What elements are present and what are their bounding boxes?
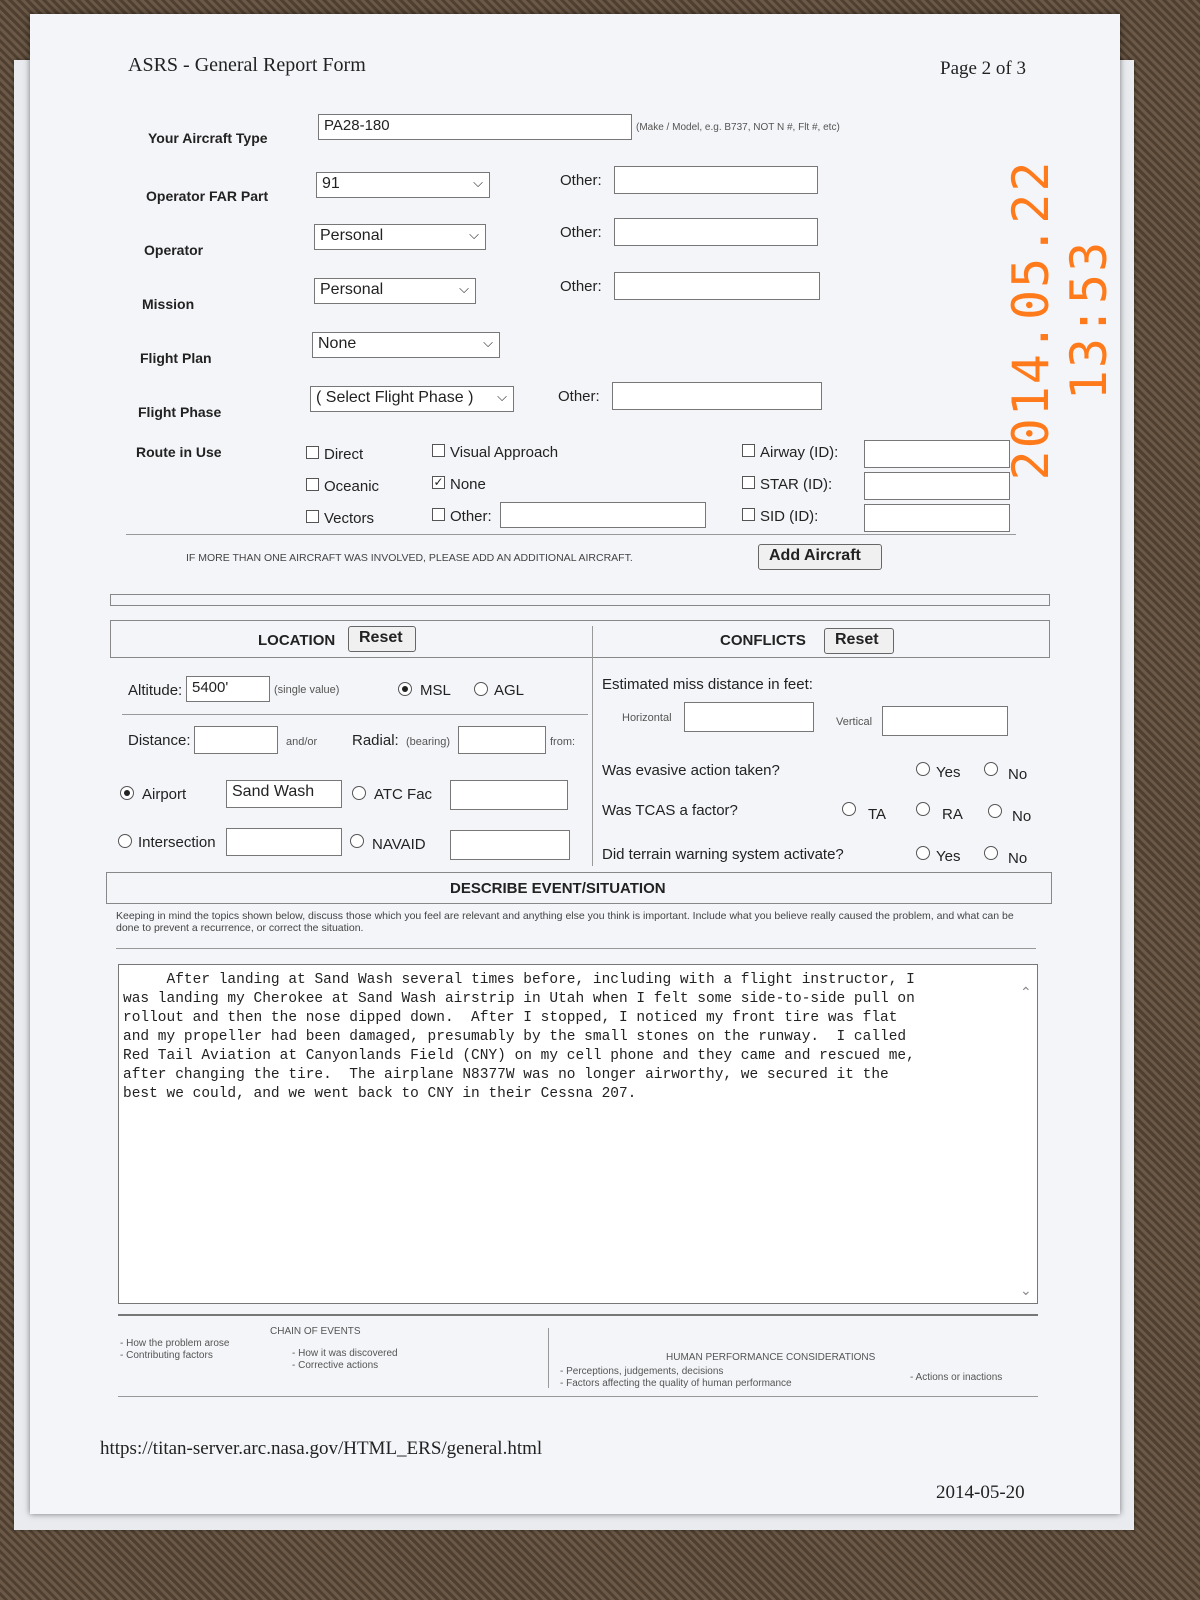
- tcas-ta-radio[interactable]: [842, 802, 856, 816]
- operator-label: Operator: [144, 242, 204, 258]
- chain-item-1: - How the problem arose: [120, 1338, 230, 1349]
- chevron-down-icon: ⌵: [459, 281, 469, 296]
- human-item-3: - Actions or inactions: [910, 1372, 1003, 1383]
- scroll-up-icon[interactable]: ⌃: [1020, 984, 1032, 1000]
- atc-fac-field[interactable]: [450, 780, 568, 810]
- divider: [122, 714, 588, 715]
- radial-label: Radial:: [352, 732, 399, 749]
- footer-date: 2014-05-20: [936, 1482, 1025, 1503]
- flight-phase-value: ( Select Flight Phase ): [316, 389, 474, 406]
- terrain-yes-label: Yes: [936, 848, 961, 865]
- divider: [118, 1396, 1038, 1397]
- tcas-no-label: No: [1012, 808, 1032, 825]
- route-none-label: None: [450, 476, 486, 493]
- mission-value: Personal: [320, 281, 384, 298]
- distance-label: Distance:: [128, 732, 191, 749]
- narrative-textarea[interactable]: After landing at Sand Wash several times before, including with a flight instructor, I was landing my Cherokee at Sand Wash airstrip in Utah when I felt some side-to-side pull on rollout and then the nose dipped down. After I stopped, I noticed my front tire was flat and my propeller had been damaged, presumably by the small stones on the runway. I called Red Tail Aviation at Canyonlands Field (CNY) on my cell phone and they came and rescued me, after changing the tire. The airplane N8377W was no longer airworthy, we secured it the best we could, and we went back to CNY in their Cessna 207.: [118, 964, 1038, 1304]
- location-conflicts-header: [110, 620, 1050, 658]
- mission-select[interactable]: [314, 278, 476, 304]
- human-item-2: - Factors affecting the quality of human performance: [560, 1378, 792, 1389]
- msl-label: MSL: [420, 682, 451, 699]
- tcas-ra-radio[interactable]: [916, 802, 930, 816]
- route-other-checkbox[interactable]: [432, 508, 445, 521]
- operator-select[interactable]: [314, 224, 486, 250]
- aircraft-type-field[interactable]: PA28-180: [318, 114, 632, 140]
- route-label: Route in Use: [136, 444, 222, 460]
- conflicts-reset-button[interactable]: Reset: [824, 628, 894, 654]
- flight-phase-select[interactable]: [310, 386, 514, 412]
- describe-title: DESCRIBE EVENT/SITUATION: [450, 880, 666, 897]
- route-star-label: STAR (ID):: [760, 476, 833, 493]
- chain-item-2: - Contributing factors: [120, 1350, 213, 1361]
- route-star-field[interactable]: [864, 472, 1010, 500]
- route-direct-checkbox[interactable]: [306, 446, 319, 459]
- airport-field[interactable]: Sand Wash: [226, 780, 342, 808]
- horizontal-field[interactable]: [684, 702, 814, 732]
- airport-radio[interactable]: [120, 786, 134, 800]
- operator-other-label: Other:: [560, 224, 602, 241]
- agl-label: AGL: [494, 682, 525, 699]
- add-aircraft-button[interactable]: Add Aircraft: [758, 544, 882, 570]
- route-sid-label: SID (ID):: [760, 508, 819, 525]
- chain-title: CHAIN OF EVENTS: [270, 1326, 361, 1337]
- far-part-value: 91: [322, 175, 340, 192]
- tcas-ta-label: TA: [868, 806, 887, 823]
- altitude-field[interactable]: 5400': [186, 676, 270, 702]
- radial-field[interactable]: [458, 726, 546, 754]
- route-airway-field[interactable]: [864, 440, 1010, 468]
- aircraft-type-hint: (Make / Model, e.g. B737, NOT N #, Flt #, etc): [636, 122, 840, 133]
- divider: [126, 534, 1016, 535]
- scroll-down-icon[interactable]: ⌄: [1020, 1282, 1032, 1298]
- column-divider: [548, 1328, 549, 1388]
- atc-fac-label: ATC Fac: [374, 786, 433, 803]
- msl-radio[interactable]: [398, 682, 412, 696]
- phase-other-label: Other:: [558, 388, 600, 405]
- altitude-label: Altitude:: [128, 682, 183, 699]
- route-sid-checkbox[interactable]: [742, 508, 755, 521]
- horizontal-label: Horizontal: [622, 712, 672, 724]
- agl-radio[interactable]: [474, 682, 488, 696]
- airport-label: Airport: [142, 786, 187, 803]
- tcas-ra-label: RA: [942, 806, 963, 823]
- phase-other-field[interactable]: [612, 382, 822, 410]
- chevron-down-icon: ⌵: [483, 335, 493, 350]
- flight-plan-value: None: [318, 335, 357, 352]
- mission-other-label: Other:: [560, 278, 602, 295]
- route-direct-label: Direct: [324, 446, 364, 463]
- chevron-down-icon: ⌵: [497, 389, 507, 404]
- human-item-1: - Perceptions, judgements, decisions: [560, 1366, 724, 1377]
- divider: [116, 948, 1036, 949]
- chevron-down-icon: ⌵: [469, 227, 479, 242]
- aircraft-type-label: Your Aircraft Type: [148, 130, 268, 146]
- intersection-field[interactable]: [226, 828, 342, 856]
- conflicts-title: CONFLICTS: [720, 632, 806, 649]
- route-none-checkbox[interactable]: ✓: [433, 475, 444, 489]
- chain-item-3: - How it was discovered: [292, 1348, 398, 1359]
- terrain-no-label: No: [1008, 850, 1028, 867]
- describe-instructions: Keeping in mind the topics shown below, discuss those which you feel are relevant and anything else you think is important. Include what you believe really caused the problem, and what can be done to prevent a recurrence, or correct the situation.: [116, 910, 1014, 934]
- operator-other-field[interactable]: [614, 218, 818, 246]
- terrain-yes-radio[interactable]: [916, 846, 930, 860]
- chain-item-4: - Corrective actions: [292, 1360, 379, 1371]
- route-visual-label: Visual Approach: [450, 444, 559, 461]
- multi-aircraft-note: IF MORE THAN ONE AIRCRAFT WAS INVOLVED, PLEASE ADD AN ADDITIONAL AIRCRAFT.: [186, 552, 633, 564]
- bearing-hint: (bearing): [406, 736, 451, 748]
- form-title: ASRS - General Report Form: [128, 54, 366, 76]
- miss-distance-label: Estimated miss distance in feet:: [602, 676, 813, 693]
- far-part-select[interactable]: [316, 172, 490, 198]
- human-title: HUMAN PERFORMANCE CONSIDERATIONS: [666, 1352, 876, 1363]
- location-title: LOCATION: [258, 632, 336, 649]
- evasive-no-label: No: [1008, 766, 1028, 783]
- intersection-label: Intersection: [138, 834, 216, 851]
- evasive-question: Was evasive action taken?: [602, 762, 780, 779]
- route-star-checkbox[interactable]: [742, 476, 755, 489]
- route-sid-field[interactable]: [864, 504, 1010, 532]
- mission-other-field[interactable]: [614, 272, 820, 300]
- evasive-yes-label: Yes: [936, 764, 961, 781]
- divider: [118, 1314, 1038, 1316]
- route-visual-checkbox[interactable]: [432, 444, 445, 457]
- terrain-question: Did terrain warning system activate?: [602, 846, 844, 863]
- section-separator-bar: [110, 594, 1050, 606]
- flight-plan-label: Flight Plan: [140, 350, 212, 366]
- intersection-radio[interactable]: [118, 834, 132, 848]
- evasive-no-radio[interactable]: [984, 762, 998, 776]
- route-airway-checkbox[interactable]: [742, 444, 755, 457]
- navaid-radio[interactable]: [350, 834, 364, 848]
- far-other-label: Other:: [560, 172, 602, 189]
- chevron-down-icon: ⌵: [473, 175, 483, 190]
- evasive-yes-radio[interactable]: [916, 762, 930, 776]
- vertical-field[interactable]: [882, 706, 1008, 736]
- camera-date-stamp: [1002, 62, 1118, 542]
- altitude-hint: (single value): [274, 684, 340, 696]
- flight-plan-select[interactable]: [312, 332, 500, 358]
- andor-label: and/or: [286, 736, 318, 748]
- route-vectors-checkbox[interactable]: [306, 510, 319, 523]
- location-reset-button[interactable]: Reset: [348, 626, 416, 652]
- distance-field[interactable]: [194, 726, 278, 754]
- vertical-label: Vertical: [836, 716, 873, 728]
- footer-url: https://titan-server.arc.nasa.gov/HTML_ERS/general.html: [100, 1438, 543, 1459]
- navaid-label: NAVAID: [372, 836, 426, 853]
- operator-value: Personal: [320, 227, 384, 244]
- flight-phase-label: Flight Phase: [138, 404, 222, 420]
- navaid-field[interactable]: [450, 830, 570, 860]
- atc-fac-radio[interactable]: [352, 786, 366, 800]
- route-oceanic-checkbox[interactable]: [306, 478, 319, 491]
- page-number: Page 2 of 3: [940, 58, 1027, 79]
- tcas-question: Was TCAS a factor?: [602, 802, 738, 819]
- tcas-no-radio[interactable]: [988, 804, 1002, 818]
- from-label: from:: [550, 736, 576, 748]
- route-vectors-label: Vectors: [324, 510, 375, 527]
- route-other-label: Other:: [450, 508, 492, 525]
- column-divider: [592, 626, 593, 866]
- far-other-field[interactable]: [614, 166, 818, 194]
- route-airway-label: Airway (ID):: [760, 444, 839, 461]
- report-page: [30, 14, 1120, 1514]
- terrain-no-radio[interactable]: [984, 846, 998, 860]
- camera-date-stamp-text: 2014.05.22 13:53: [1002, 159, 1118, 481]
- route-oceanic-label: Oceanic: [324, 478, 380, 495]
- mission-label: Mission: [142, 296, 195, 312]
- far-part-label: Operator FAR Part: [146, 188, 269, 204]
- route-other-field[interactable]: [500, 502, 706, 528]
